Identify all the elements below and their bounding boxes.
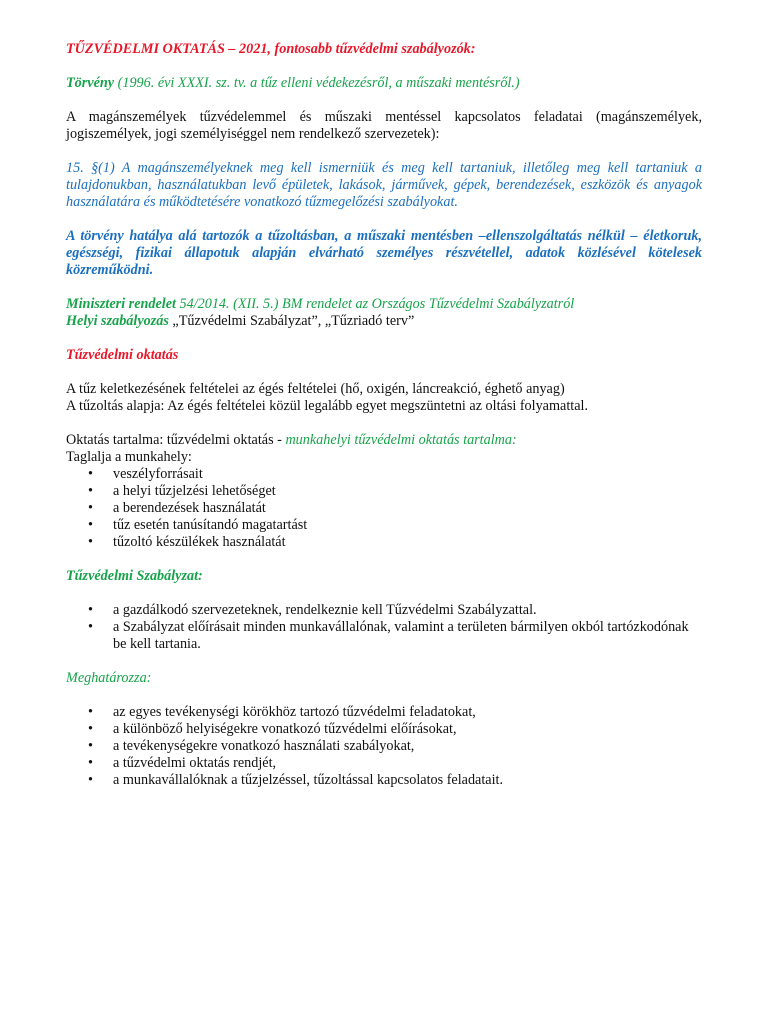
- defines-heading: Meghatározza:: [66, 670, 152, 686]
- bullet-icon: •: [88, 755, 93, 771]
- content-prefix: Oktatás tartalma: tűzvédelmi oktatás -: [66, 432, 286, 448]
- list-item-text: az egyes tevékenységi körökhöz tartozó tűzvédelmi feladatokat,: [113, 704, 476, 720]
- list-item: [66, 772, 702, 789]
- list-item-text: a helyi tűzjelzési lehetőséget: [113, 483, 276, 499]
- bullet-icon: •: [88, 500, 93, 516]
- local-text: „Tűzvédelmi Szabályzat”, „Tűzriadó terv”: [168, 313, 415, 329]
- decree-line: [66, 296, 702, 313]
- bullet-icon: •: [88, 517, 93, 533]
- law-label: Törvény: [66, 75, 115, 91]
- bullet-icon: •: [88, 534, 93, 550]
- document-title: TŰZVÉDELMI OKTATÁS – 2021, fontosabb tűzvédelmi szabályozók:: [66, 41, 476, 57]
- list-item-text: tűzoltó készülékek használatát: [113, 534, 286, 550]
- regulation-bullet-list: [66, 602, 702, 653]
- list-item: [66, 517, 702, 534]
- scope-paragraph: A törvény hatálya alá tartozók a tűzoltásban, a műszaki mentésben –ellenszolgáltatás nélkül – életkoruk, egészségi, fizikai állapotuk alapján elvárható személyes részvétellel, adatok közlésével kötelesek közreműködni.: [66, 228, 702, 278]
- content-italic: munkahelyi tűzvédelmi oktatás tartalma:: [285, 432, 517, 448]
- list-item-text: veszélyforrásait: [113, 466, 203, 482]
- bullet-icon: •: [88, 738, 93, 754]
- fire-conditions-line: A tűz keletkezésének feltételei az égés feltételei (hő, oxigén, láncreakció, éghető anyag): [66, 381, 565, 397]
- decree-text: 54/2014. (XII. 5.) BM rendelet az Országos Tűzvédelmi Szabályzatról: [175, 296, 575, 312]
- bullet-icon: •: [88, 602, 93, 618]
- list-item: [66, 602, 702, 619]
- list-item-text: a berendezések használatát: [113, 500, 266, 516]
- training-heading: Tűzvédelmi oktatás: [66, 347, 179, 363]
- list-item: [66, 738, 702, 755]
- list-item-text: a különböző helyiségekre vonatkozó tűzvédelmi előírásokat,: [113, 721, 457, 737]
- list-item-text: tűz esetén tanúsítandó magatartást: [113, 517, 308, 533]
- extinguish-basis-line: A tűzoltás alapja: Az égés feltételei közül legalább egyet megszüntetni az oltási folyamattal.: [66, 398, 588, 414]
- bullet-icon: •: [88, 466, 93, 482]
- bullet-icon: •: [88, 704, 93, 720]
- local-label: Helyi szabályozás: [66, 313, 169, 329]
- list-item: [66, 704, 702, 721]
- list-item: [66, 721, 702, 738]
- list-item-text: a munkavállalóknak a tűzjelzéssel, tűzoltással kapcsolatos feladatait.: [113, 772, 504, 788]
- document-page: [66, 41, 702, 789]
- list-item-text: a tűzvédelmi oktatás rendjét,: [113, 755, 277, 771]
- list-item-text: a Szabályzat előírásait minden munkavállalónak, valamint a területen bármilyen okból tartózkodónak be kell tartania.: [113, 619, 689, 652]
- intro-paragraph: A magánszemélyek tűzvédelemmel és műszaki mentéssel kapcsolatos feladatai (magánszemélyek, jogiszemélyek, jogi személyiséggel nem rendelkező szervezetek):: [66, 109, 702, 142]
- law-text: (1996. évi XXXI. sz. tv. a tűz elleni védekezésről, a műszaki mentésről.): [114, 75, 520, 91]
- section-15-paragraph: 15. §(1) A magánszemélyeknek meg kell ismerniük és meg kell tartaniuk, illetőleg meg kell tartaniuk a tulajdonukban, használatukban levő épületek, lakások, járművek, gépek, berendezések, eszközök és anyagok használatára és működtetésére vonatkozó tűzmegelőzési szabályokat.: [66, 160, 702, 210]
- bullet-icon: •: [88, 721, 93, 737]
- list-item: [66, 500, 702, 517]
- list-item: [66, 534, 702, 551]
- list-item: [66, 466, 702, 483]
- bullet-icon: •: [88, 483, 93, 499]
- workplace-bullet-list: [66, 466, 702, 551]
- law-line: [66, 75, 702, 92]
- defines-bullet-list: [66, 704, 702, 789]
- list-item: [66, 619, 702, 653]
- list-item-text: a gazdálkodó szervezeteknek, rendelkeznie kell Tűzvédelmi Szabályzattal.: [113, 602, 537, 618]
- bullet-icon: •: [88, 619, 93, 635]
- list-item: [66, 483, 702, 500]
- regulation-heading: Tűzvédelmi Szabályzat:: [66, 568, 203, 584]
- list-item-text: a tevékenységekre vonatkozó használati szabályokat,: [113, 738, 415, 754]
- list-item: [66, 755, 702, 772]
- covers-line: Taglalja a munkahely:: [66, 449, 192, 465]
- training-content-line: [66, 432, 702, 449]
- decree-label: Miniszteri rendelet: [66, 296, 176, 312]
- local-regulation-line: [66, 313, 702, 330]
- bullet-icon: •: [88, 772, 93, 788]
